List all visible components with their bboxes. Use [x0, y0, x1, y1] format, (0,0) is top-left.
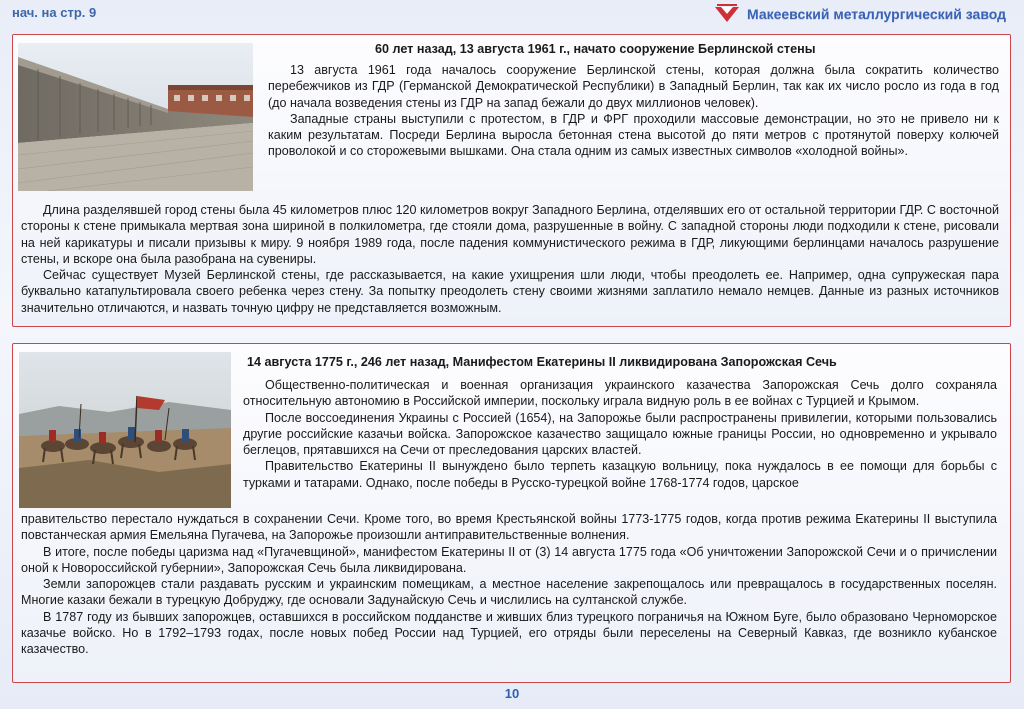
- article-text-full: [21, 511, 997, 658]
- paragraph: 13 августа 1961 года началось сооружение Берлинской стены, которая должна была сократить количество перебежчиков из ГДР (Германской Демократической Республики) в Западный Берлин, так как их число росло из года в год (до начала возведения стены из ГДР на запад бежали до двух миллионов человек).: [268, 63, 999, 110]
- brand-name: Макеевский металлургический завод: [746, 6, 1006, 22]
- paragraph: Правительство Екатерины II вынуждено было терпеть казацкую вольницу, пока нуждалось в ее помощи для борьбы с турками и татарами. Однако, после победы в Русско-турецкой войне 1768-1774 годов, царское: [243, 459, 997, 490]
- cossacks-painting: [19, 352, 231, 508]
- paragraph: Земли запорожцев стали раздавать русским и украинским помещикам, а местное население закрепощалось или превращалось в государственных поселян. Многие казаки бежали в турецкую Добруджу, где основали Задунайскую Сечь и числились на султанской службе.: [21, 577, 997, 608]
- berlin-wall-photo: [18, 43, 253, 191]
- article-text-side: [268, 62, 999, 160]
- paragraph-continuation: правительство перестало нуждаться в сохранении Сечи. Кроме того, во время Крестьянской войны 1773-1775 годов, когда против режима Екатерины II выступила повстанческая армия Емельяна Пугачева, на Запорожье произошли антиправительственные волнения.: [21, 512, 997, 543]
- paragraph: Сейчас существует Музей Берлинской стены, где рассказывается, на какие ухищрения шли люди, чтобы преодолеть ее. Например, одна супружеская пара буквально катапультировала своего ребенка через стену. За попытку преодолеть стену своими жизнями заплатило немало немцев. Данные из разных источников значительно отличаются, и назвать точную цифру не представляется возможным.: [21, 268, 999, 315]
- article-title: 14 августа 1775 г., 246 лет назад, Манифестом Екатерины II ликвидирована Запорожская Сечь: [247, 355, 837, 369]
- company-logo-icon: [713, 3, 741, 25]
- nav-link-page-9[interactable]: нач. на стр. 9: [12, 5, 97, 20]
- paragraph: Общественно-политическая и военная организация украинского казачества Запорожская Сечь долго сохраняла относительную автономию в Российской империи, поскольку играла видную роль в ее войнах с Турцией и Крымом.: [243, 378, 997, 409]
- article-zaporozhian-sich: [12, 343, 1011, 683]
- article-text-side: [243, 377, 997, 491]
- article-text-full: [21, 202, 999, 316]
- brand: [713, 3, 1006, 25]
- paragraph: В 1787 году из бывших запорожцев, оставшихся в российском подданстве и живших близ турецкого пограничья на Южном Буге, было образовано Черноморское казачье войско. Но в 1792–1793 годах, после новых побед России над Турцией, его отряды были переселены на Северный Кавказ, где возникло кубанское казачество.: [21, 609, 997, 657]
- paragraph: В итоге, после победы царизма над «Пугачевщиной», манифестом Екатерины II от (3) 14 августа 1775 года «Об уничтожении Запорожской Сечи и о причислении оной к Новороссийской губернии», Запорожская Сечь была ликвидирована.: [21, 544, 997, 575]
- article-berlin-wall: [12, 34, 1011, 327]
- paragraph: Западные страны выступили с протестом, в ГДР и ФРГ проходили массовые демонстрации, но это не привело ни к каким результатам. Посреди Берлина выросла бетонная стена высотой до пяти метров с протянутой поверху колючей проволокой и со сторожевыми вышками. Она стала одним из самых известных символов «холодной войны».: [268, 111, 999, 159]
- page-number: 10: [504, 686, 520, 701]
- paragraph: Длина разделявшей город стены была 45 километров плюс 120 километров вокруг Западного Берлина, отделявших его от остальной территории ГДР. С восточной стороны к стене примыкала мертвая зона шириной в полкилометра, где стояли дома, разрушенные в войну. С западной стороны люди подходили к стене, рисовали на ней карикатуры и писали призывы к миру. 9 ноября 1989 года, после падения коммунистического режима в ГДР, ликующими берлинцами началось разрушение стены, и вскоре она была разобрана на сувениры.: [21, 203, 999, 266]
- article-title: 60 лет назад, 13 августа 1961 г., начато сооружение Берлинской стены: [375, 42, 816, 56]
- paragraph: После воссоединения Украины с Россией (1654), на Запорожье были распространены привилегии, которыми пользовались другие российские казачьи войска. Запорожское казачество защищало южные границы России, но одновременно и укрывало беглецов, прятавшихся на Сечи от преследования царских властей.: [243, 410, 997, 458]
